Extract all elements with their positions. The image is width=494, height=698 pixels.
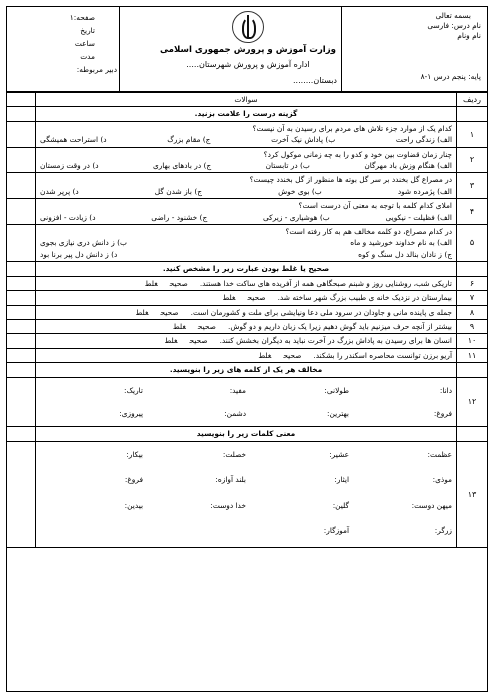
bismillah: بسمه تعالی: [435, 11, 471, 20]
options-row: [40, 237, 452, 248]
meaning-word[interactable]: ایثار:: [334, 475, 349, 485]
question-row: [7, 173, 487, 199]
question-number: ۱: [457, 121, 488, 147]
false-option[interactable]: غلط: [144, 278, 158, 288]
section-title: معنی کلمات زیر را بنویسید: [36, 427, 457, 441]
score-cell: [7, 305, 36, 319]
question-row: [7, 199, 487, 225]
antonym-word[interactable]: بهترین:: [327, 408, 349, 418]
option-choice[interactable]: الف) زندگی راحت: [395, 135, 452, 145]
true-option[interactable]: صحیح: [160, 307, 179, 317]
option-choice[interactable]: ج) ز نادان بنالد دل سنگ و کوه: [358, 249, 452, 259]
question-text: املای کدام کلمه با توجه به معنی آن درست است؟: [298, 201, 452, 211]
option-choice[interactable]: ب) هوشیاری - زیرکی: [263, 212, 330, 222]
question-number: ۱۳: [457, 441, 488, 548]
page-number: صفحه:۱: [69, 13, 95, 22]
header-right-info: [421, 11, 481, 82]
option-choice[interactable]: د) در وقت زمستان: [40, 161, 99, 171]
score-cell: [7, 93, 36, 107]
meaning-row: [7, 441, 487, 548]
section-tf: [7, 262, 487, 276]
meaning-word[interactable]: بیدین:: [124, 500, 143, 510]
tf-statement: تاریکی شب، روشنایی روز و شبنم صبحگاهی همه از آفریده های ساکت خدا هستند.: [199, 278, 452, 288]
meaning-word[interactable]: گلین:: [332, 500, 349, 510]
antonym-word[interactable]: مفید:: [229, 385, 246, 395]
question-number: ۹: [457, 319, 488, 333]
questions-column-header: سوالات: [36, 93, 457, 107]
option-choice[interactable]: د) زیادت - افزونی: [40, 212, 96, 222]
options-row: [40, 186, 452, 197]
exam-header: [7, 7, 487, 92]
tf-row: [7, 305, 487, 319]
tf-row: [7, 319, 487, 333]
score-cell: [7, 291, 36, 305]
score-cell: [7, 363, 36, 377]
tf-cell: [36, 276, 457, 290]
header-divider-left: [119, 7, 120, 91]
score-cell: [7, 377, 36, 427]
meaning-word[interactable]: زرگر:: [434, 525, 452, 535]
option-choice[interactable]: الف) پژمرده شود: [397, 186, 452, 196]
question-number: ۵: [457, 225, 488, 262]
header-center: [145, 11, 351, 85]
option-choice[interactable]: ج) باز شدن گل: [154, 186, 202, 196]
score-cell: [7, 441, 36, 548]
tf-statement: آریو برزن توانست محاصره اسکندر را بشکند.: [313, 350, 452, 360]
question-cell: [36, 225, 457, 262]
score-cell: [7, 348, 36, 362]
question-text: چنار زمان قضاوت بین خود و کدو را به چه زمانی موکول کرد؟: [263, 149, 452, 159]
meaning-word[interactable]: عشیر:: [329, 449, 349, 459]
meaning-word[interactable]: بیکار:: [126, 449, 143, 459]
tf-cell: [36, 319, 457, 333]
section-title: مخالف هر یک از کلمه های زیر را بنویسید.: [36, 363, 457, 377]
score-cell: [7, 121, 36, 147]
office-title: اداره آموزش و پرورش شهرستان.....: [186, 60, 310, 69]
question-number: ۲: [457, 147, 488, 173]
section-antonym: [7, 363, 487, 377]
duration-label: مدت: [80, 52, 95, 61]
section-title: گزینه درست را علامت بزنید.: [36, 107, 457, 121]
false-option[interactable]: غلط: [135, 307, 149, 317]
meaning-word[interactable]: فروغ:: [124, 475, 143, 485]
tf-row: [7, 291, 487, 305]
question-row: [7, 147, 487, 173]
score-cell: [7, 173, 36, 199]
question-cell: [36, 147, 457, 173]
option-choice[interactable]: الف) به نام خداوند خورشید و ماه: [350, 238, 452, 248]
option-choice[interactable]: ب) ز دانش دری نیازی بجوی: [40, 238, 127, 248]
options-row: [40, 134, 452, 145]
question-cell: [36, 173, 457, 199]
grade-lesson: پایه: پنجم درس ۱-۸: [420, 71, 481, 81]
option-choice[interactable]: د) ز دانش دل پیر برنا بود: [40, 249, 118, 259]
tf-cell: [36, 305, 457, 319]
row-column-header: ردیف: [457, 93, 488, 107]
emblem-icon: [232, 11, 264, 43]
score-cell: [7, 199, 36, 225]
tf-cell: [36, 348, 457, 362]
option-choice[interactable]: ج) خشنود - راضی: [151, 212, 208, 222]
options-row: [40, 160, 452, 171]
option-choice[interactable]: الف) فظیلت - نیکویی: [385, 212, 452, 222]
question-text: کدام یک از موارد جزء تلاش های مردم برای رسیدن به آن نیست؟: [252, 123, 452, 133]
score-cell: [7, 107, 36, 121]
question-number: ۸: [457, 305, 488, 319]
score-cell: [7, 427, 36, 441]
false-option[interactable]: غلط: [172, 321, 186, 331]
question-cell: [36, 199, 457, 225]
empty-cell: [457, 107, 488, 121]
option-choice[interactable]: الف) هنگام وزش باد مهرگان: [364, 161, 452, 171]
time-label: ساعت: [74, 39, 95, 48]
antonym-grid: [40, 379, 452, 426]
question-number: ۷: [457, 291, 488, 305]
tf-cell: [36, 291, 457, 305]
question-number: ۴: [457, 199, 488, 225]
option-choice[interactable]: ج) در بادهای بهاری: [152, 161, 212, 171]
antonym-word[interactable]: تاریک:: [123, 385, 143, 395]
false-option[interactable]: غلط: [164, 336, 178, 346]
score-cell: [7, 262, 36, 276]
options-row: [40, 249, 452, 260]
school-title: دبستان........: [293, 76, 337, 85]
score-cell: [7, 276, 36, 290]
empty-cell: [457, 262, 488, 276]
option-choice[interactable]: د) پرپر شدن: [40, 186, 79, 196]
course-name: نام درس: فارسی: [427, 21, 481, 31]
question-text: در مصراع گل بخندد بر سر گل بوته ها منظور از گل بخندد چیست؟: [249, 175, 452, 185]
header-left-info: [13, 11, 117, 76]
question-cell: [36, 121, 457, 147]
teacher-label: دبیر مربوطه:: [76, 65, 117, 74]
true-option[interactable]: صحیح: [247, 293, 266, 303]
tf-row: [7, 334, 487, 348]
meaning-word[interactable]: خصلت:: [222, 449, 246, 459]
section-meaning: [7, 427, 487, 441]
question-number: ۶: [457, 276, 488, 290]
score-cell: [7, 147, 36, 173]
option-choice[interactable]: ب) در تابستان: [265, 161, 310, 171]
false-option[interactable]: غلط: [222, 293, 236, 303]
meaning-word[interactable]: میهن دوست:: [411, 500, 452, 510]
antonym-word[interactable]: دانا:: [439, 385, 452, 395]
meaning-word[interactable]: خدا دوست:: [210, 500, 246, 510]
student-name: نام ونام: [457, 31, 481, 41]
empty-cell: [457, 363, 488, 377]
question-number: ۱۱: [457, 348, 488, 362]
antonym-word[interactable]: دشمن:: [224, 408, 246, 418]
tf-statement: بیمارستان در نزدیک خانه ی طبیب بزرگ شهر ساخته شد.: [277, 293, 452, 303]
antonym-cell: [36, 377, 457, 427]
true-option[interactable]: صحیح: [197, 321, 216, 331]
meaning-word[interactable]: بلند آوازه:: [215, 475, 246, 485]
question-number: ۱۰: [457, 334, 488, 348]
question-text: در کدام مصراع، دو کلمه مخالف هم به کار رفته است؟: [285, 227, 452, 237]
section-title: صحیح یا غلط بودن عبارت زیر را مشخص کنید.: [36, 262, 457, 276]
meaning-word[interactable]: عظمت:: [427, 449, 452, 459]
meaning-cell: [36, 441, 457, 548]
score-cell: [7, 319, 36, 333]
ministry-title: وزارت آموزش و پرورش جمهوری اسلامی: [159, 45, 337, 55]
meaning-word[interactable]: موذی:: [432, 475, 452, 485]
question-row: [7, 225, 487, 262]
true-option[interactable]: صحیح: [169, 278, 188, 288]
tf-cell: [36, 334, 457, 348]
antonym-word[interactable]: پیروزی:: [119, 408, 143, 418]
false-option[interactable]: غلط: [258, 350, 272, 360]
option-choice[interactable]: د) استراحت همیشگی: [40, 135, 107, 145]
option-choice[interactable]: ب) بوی خوش: [278, 186, 322, 196]
question-number: ۳: [457, 173, 488, 199]
true-option[interactable]: صحیح: [189, 336, 208, 346]
meaning-word[interactable]: آموزگار:: [323, 525, 349, 535]
option-choice[interactable]: ب) پاداش نیک آخرت: [271, 135, 336, 145]
tf-statement: بیشتر از آنچه حرف میزنیم باید گوش دهیم زیرا یک زبان داریم و دو گوش.: [227, 321, 452, 331]
table-header-row: [7, 93, 487, 107]
tf-row: [7, 348, 487, 362]
antonym-row: [7, 377, 487, 427]
empty-cell: [457, 427, 488, 441]
true-option[interactable]: صحیح: [283, 350, 302, 360]
tf-row: [7, 276, 487, 290]
antonym-word[interactable]: فروغ:: [433, 408, 452, 418]
exam-sheet: [6, 6, 488, 692]
date-label: تاریخ: [80, 26, 95, 35]
questions-table: [7, 92, 487, 548]
question-row: [7, 121, 487, 147]
antonym-word[interactable]: طولانی:: [324, 385, 349, 395]
score-cell: [7, 334, 36, 348]
tf-statement: انسان ها برای رسیدن به پاداش بزرگ در آخرت نباید به دیگران بخشش کنند.: [219, 336, 452, 346]
question-number: ۱۲: [457, 377, 488, 427]
option-choice[interactable]: ج) مقام بزرگ: [167, 135, 211, 145]
meaning-grid: [40, 443, 452, 547]
score-cell: [7, 225, 36, 262]
section-mc: [7, 107, 487, 121]
options-row: [40, 212, 452, 223]
tf-statement: جمله ی پاینده مانی و جاودان در سرود ملی دعا ونیایشی برای ملت و کشورمان است.: [190, 307, 452, 317]
